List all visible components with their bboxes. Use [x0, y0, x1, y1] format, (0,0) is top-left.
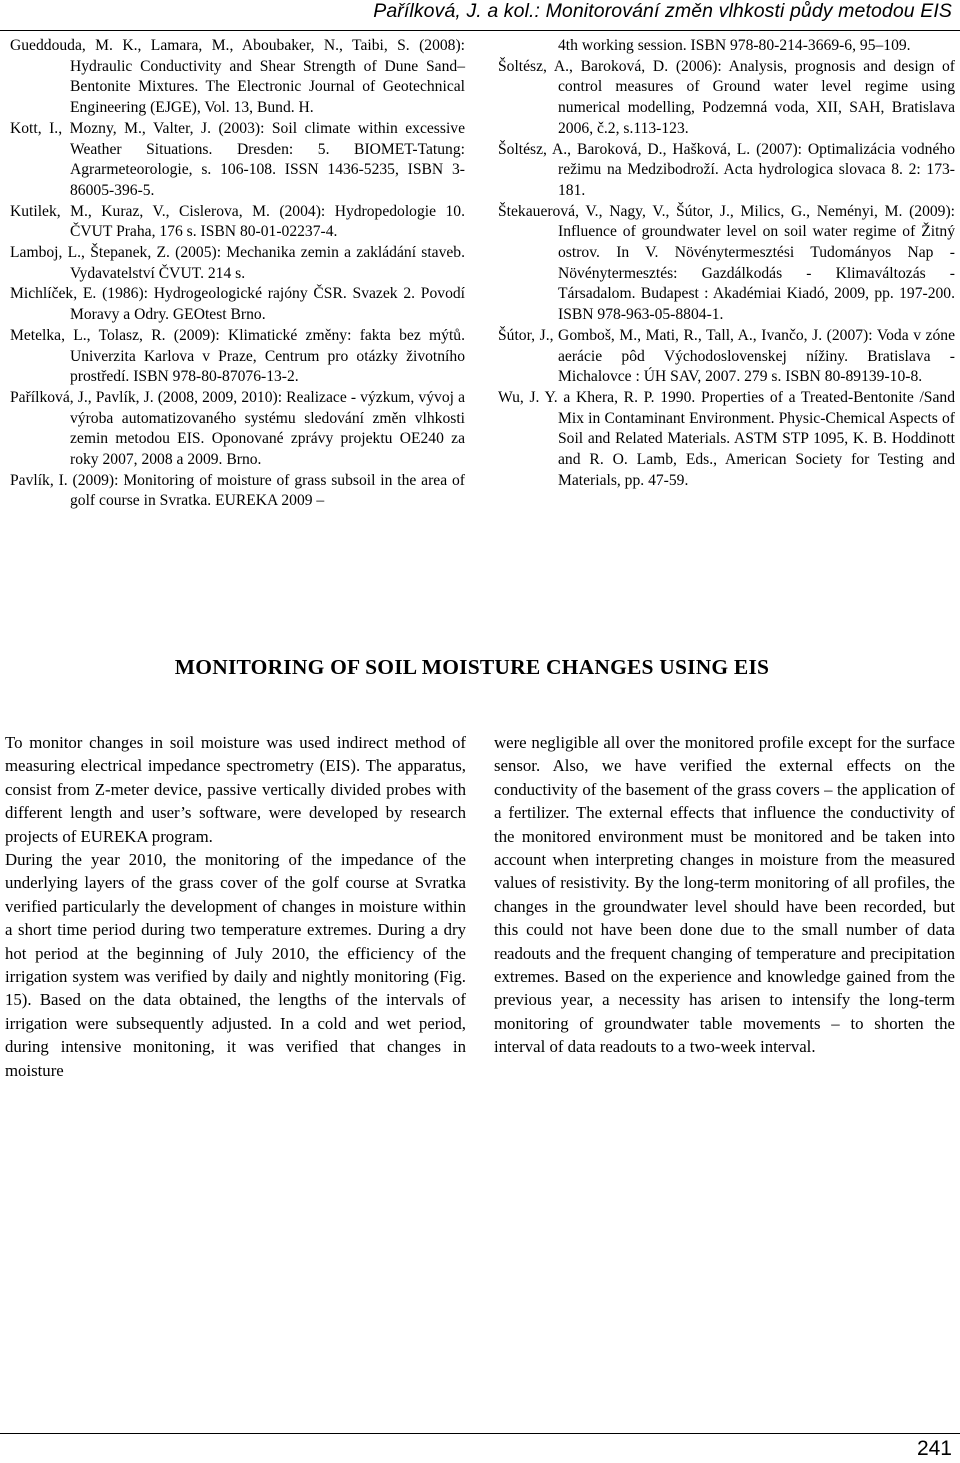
reference-item: Wu, J. Y. a Khera, R. P. 1990. Properties of a Treated-Bentonite /Sand Mix in Contaminant Environment. Physic-Chemical Aspects of Soil and Related Materials. ASTM STP 1095, K. B. Hoddinott and R. O. Lamb, Eds., American Society for Testing and Materials, pp. 47-59. — [498, 388, 955, 489]
reference-item: Metelka, L., Tolasz, R. (2009): Klimatické změny: fakta bez mýtů. Univerzita Karlova v Praze, Centrum pro otázky životního prostředí. ISBN 978-80-87076-13-2. — [10, 326, 465, 386]
reference-item: Kott, I., Mozny, M., Valter, J. (2003): Soil climate within excessive Weather Situations. Dresden: 5. BIOMET-Tatung: Agrarmeteorologie, s. 106-108. ISSN 1436-5235, ISBN 3-86005-396-5. — [10, 119, 465, 199]
running-header — [0, 0, 960, 31]
reference-continuation: 4th working session. ISBN 978-80-214-3669-6, 95–109. — [558, 37, 911, 54]
reference-item: Michlíček, E. (1986): Hydrogeologické rajóny ČSR. Svazek 2. Povodí Moravy a Odry. GEOtest Brno. — [10, 285, 465, 324]
abstract-title: MONITORING OF SOIL MOISTURE CHANGES USING EIS — [174, 655, 770, 679]
abstract-paragraph: were negligible all over the monitored profile except for the surface sensor. Also, we have verified the external effects on the conductivity of the basement of the grass covers – the application of a fertilizer. The external effects that influence the conductivity of the monitored environment must be monitored and be taken into account when interpreting changes in moisture from the measured values of resistivity. By the long-term monitoring of all profiles, the changes in the groundwater level should have been recorded, but this could not have been done due to the small number of data readouts and the frequent changing of temperature and precipitation extremes. Based on the experience and knowledge gained from the previous year, a necessity has arisen to intensify the long-term monitoring of groundwater table movements – to shorten the interval of data readouts to a two-week interval. — [494, 733, 955, 1057]
reference-item: Šoltész, A., Baroková, D., Hašková, L. (2007): Optimalizácia vodného režimu na Medzibodroží. Acta hydrologica slovaca 8. 2: 173-181. — [498, 140, 955, 199]
reference-item: Štekauerová, V., Nagy, V., Šútor, J., Milics, G., Neményi, M. (2009): Influence of groundwater level on soil water regime of Žitný ostrov. In V. Növénytermesztési Tudományos Nap - Növénytermesztés: Gazdálkodás - Klimaváltozás - Társadalom. Budapest : Akadémiai Kiadó, 2009, pp. 197-200. ISBN 978-963-05-8804-1. — [498, 202, 955, 324]
reference-item: Šútor, J., Gomboš, M., Mati, R., Tall, A., Ivančo, J. (2007): Voda v zóne aerácie pôd Východoslovenskej nížiny. Bratislava - Michalovce : ÚH SAV, 2007. 279 s. ISBN 80-89139-10-8. — [498, 326, 955, 386]
page-number: 241 — [916, 1437, 952, 1460]
reference-item: Lamboj, L., Štepanek, Z. (2005): Mechanika zemin a zakládání staveb. Vydavatelství ČVUT. 214 s. — [10, 244, 465, 282]
footer-rule — [0, 1433, 960, 1434]
reference-item: Šoltész, A., Baroková, D. (2006): Analysis, prognosis and design of control measures of Ground water level regime using numerical modelling, Podzemná voda, XII, SAH, Bratislava 2006, č.2, s.113-123. — [498, 57, 955, 137]
running-title: Pařílková, J. a kol.: Monitorování změn vlhkosti půdy metodou EIS — [373, 0, 952, 22]
abstract-paragraph: During the year 2010, the monitoring of the impedance of the underlying layers of the grass cover of the golf course at Svratka verified particularly the development of changes in moisture within a short time period during two temperature extremes. During a dry hot period at the beginning of July 2010, the efficiency of the irrigation system was verified by daily and nightly monitoring (Fig. 15). Based on the data obtained, the lengths of the intervals of irrigation were subsequently adjusted. In a cold and wet period, during intensive monitoning, it was verified that changes in moisture — [5, 850, 466, 1080]
reference-item: Pařílková, J., Pavlík, J. (2008, 2009, 2010): Realizace - výzkum, vývoj a výroba automatizovaného systému sledování změn vlhkosti zemin metodou EIS. Oponované zprávy projektu OE240 za roky 2007, 2008 a 2009. Brno. — [10, 388, 465, 469]
reference-item: Kutilek, M., Kuraz, V., Cislerova, M. (2004): Hydropedologie 10. ČVUT Praha, 176 s. ISBN 80-01-02237-4. — [10, 202, 465, 241]
abstract-paragraph: To monitor changes in soil moisture was used indirect method of measuring electrical impedance spectrometry (EIS). The apparatus, consist from Z-meter device, passive vertically divided probes with different length and user’s software, were developed by research projects of EUREKA program. — [5, 733, 466, 846]
references-left-column — [10, 36, 465, 512]
abstract-left-column — [5, 731, 466, 1082]
reference-item: Pavlík, I. (2009): Monitoring of moisture of grass subsoil in the area of golf course in Svratka. EUREKA 2009 – — [10, 471, 465, 510]
references-right-column — [498, 36, 955, 491]
reference-item: Gueddouda, M. K., Lamara, M., Aboubaker, N., Taibi, S. (2008): Hydraulic Conductivity and Shear Strength of Dune Sand–Bentonite Mixtures. The Electronic Journal of Geotechnical Engineering (EJGE), Vol. 13, Bund. H. — [10, 37, 465, 117]
abstract-right-column — [494, 731, 955, 1059]
